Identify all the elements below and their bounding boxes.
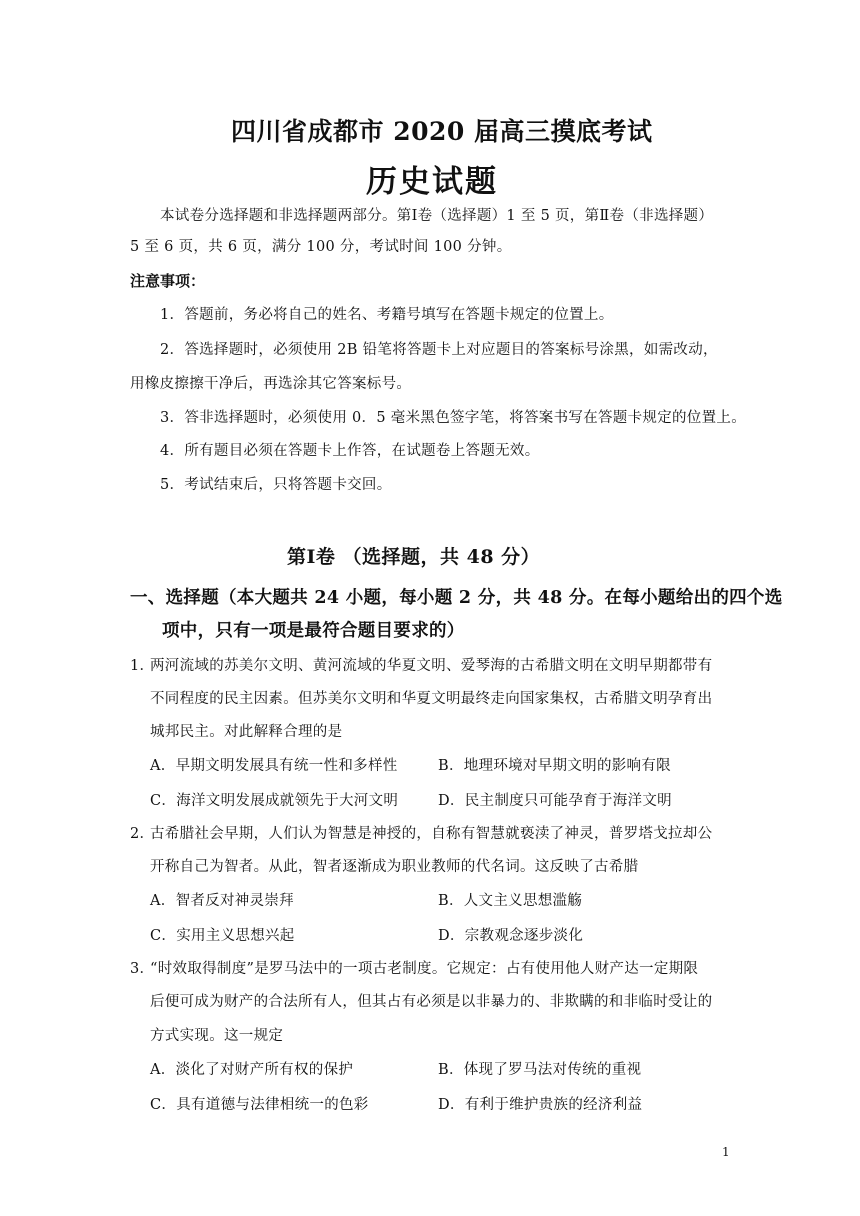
section-title: 第Ⅰ卷 （选择题，共 48 分） bbox=[287, 546, 541, 568]
question-text-line: 后便可成为财产的合法所有人，但其占有必须是以非暴力的、非欺瞒的和非临时受让的 bbox=[150, 994, 713, 1010]
option-a: A．早期文明发展具有统一性和多样性 bbox=[150, 758, 398, 774]
notice-item-2: 2．答选择题时，必须使用 2B 铅笔将答题卡上对应题目的答案标号涂黑，如需改动， bbox=[160, 342, 718, 358]
question-text-line: 两河流域的苏美尔文明、黄河流域的华夏文明、爱琴海的古希腊文明在文明早期都带有 bbox=[150, 658, 713, 674]
option-a: A．淡化了对财产所有权的保护 bbox=[150, 1062, 354, 1078]
notice-item-2-cont: 用橡皮擦擦干净后，再选涂其它答案标号。 bbox=[130, 376, 412, 392]
question-text-line: 城邦民主。对此解释合理的是 bbox=[150, 724, 343, 740]
option-b: B．人文主义思想滥觞 bbox=[438, 893, 583, 909]
question-text-line: 不同程度的民主因素。但苏美尔文明和华夏文明最终走向国家集权，古希腊文明孕育出 bbox=[150, 691, 713, 707]
option-c: C．海洋文明发展成就领先于大河文明 bbox=[150, 793, 399, 809]
option-a: A．智者反对神灵崇拜 bbox=[150, 893, 294, 909]
question-number: 3． bbox=[130, 961, 155, 977]
question-number: 1． bbox=[130, 658, 155, 674]
option-d: D．有利于维护贵族的经济利益 bbox=[438, 1097, 643, 1113]
part-instruction-line-2: 项中，只有一项是最符合题目要求的） bbox=[162, 621, 465, 641]
question-text-line: 方式实现。这一规定 bbox=[150, 1028, 284, 1044]
notice-item-3: 3．答非选择题时，必须使用 0．5 毫米黑色签字笔，将答案书写在答题卡规定的位置上。 bbox=[160, 410, 746, 426]
notice-heading: 注意事项： bbox=[130, 272, 206, 290]
question-text-line: “时效取得制度”是罗马法中的一项古老制度。它规定：占有使用他人财产达一定期限 bbox=[150, 961, 699, 977]
page-number: 1 bbox=[722, 1145, 730, 1159]
intro-line-1: 本试卷分选择题和非选择题两部分。第Ⅰ卷（选择题）1 至 5 页，第Ⅱ卷（非选择题） bbox=[160, 208, 714, 224]
part-instruction-line-1: 一、选择题（本大题共 24 小题，每小题 2 分，共 48 分。在每小题给出的四个选 bbox=[130, 588, 783, 608]
question-text-line: 古希腊社会早期，人们认为智慧是神授的，自称有智慧就亵渎了神灵，普罗塔戈拉却公 bbox=[150, 826, 713, 842]
option-b: B．体现了罗马法对传统的重视 bbox=[438, 1062, 642, 1078]
option-d: D．民主制度只可能孕育于海洋文明 bbox=[438, 793, 672, 809]
notice-item-4: 4．所有题目必须在答题卡上作答，在试题卷上答题无效。 bbox=[160, 443, 540, 459]
option-c: C．具有道德与法律相统一的色彩 bbox=[150, 1097, 369, 1113]
option-d: D．宗教观念逐步淡化 bbox=[438, 928, 584, 944]
intro-line-2: 5 至 6 页，共 6 页，满分 100 分，考试时间 100 分钟。 bbox=[130, 239, 512, 255]
question-number: 2． bbox=[130, 826, 155, 842]
notice-item-5: 5．考试结束后，只将答题卡交回。 bbox=[160, 477, 392, 493]
option-b: B．地理环境对早期文明的影响有限 bbox=[438, 758, 671, 774]
subject-title: 历史试题 bbox=[366, 164, 498, 200]
notice-item-1: 1．答题前，务必将自己的姓名、考籍号填写在答题卡规定的位置上。 bbox=[160, 307, 614, 323]
option-c: C．实用主义思想兴起 bbox=[150, 928, 295, 944]
question-text-line: 开称自己为智者。从此，智者逐渐成为职业教师的代名词。这反映了古希腊 bbox=[150, 859, 639, 875]
exam-title: 四川省成都市 2020 届高三摸底考试 bbox=[231, 117, 653, 146]
